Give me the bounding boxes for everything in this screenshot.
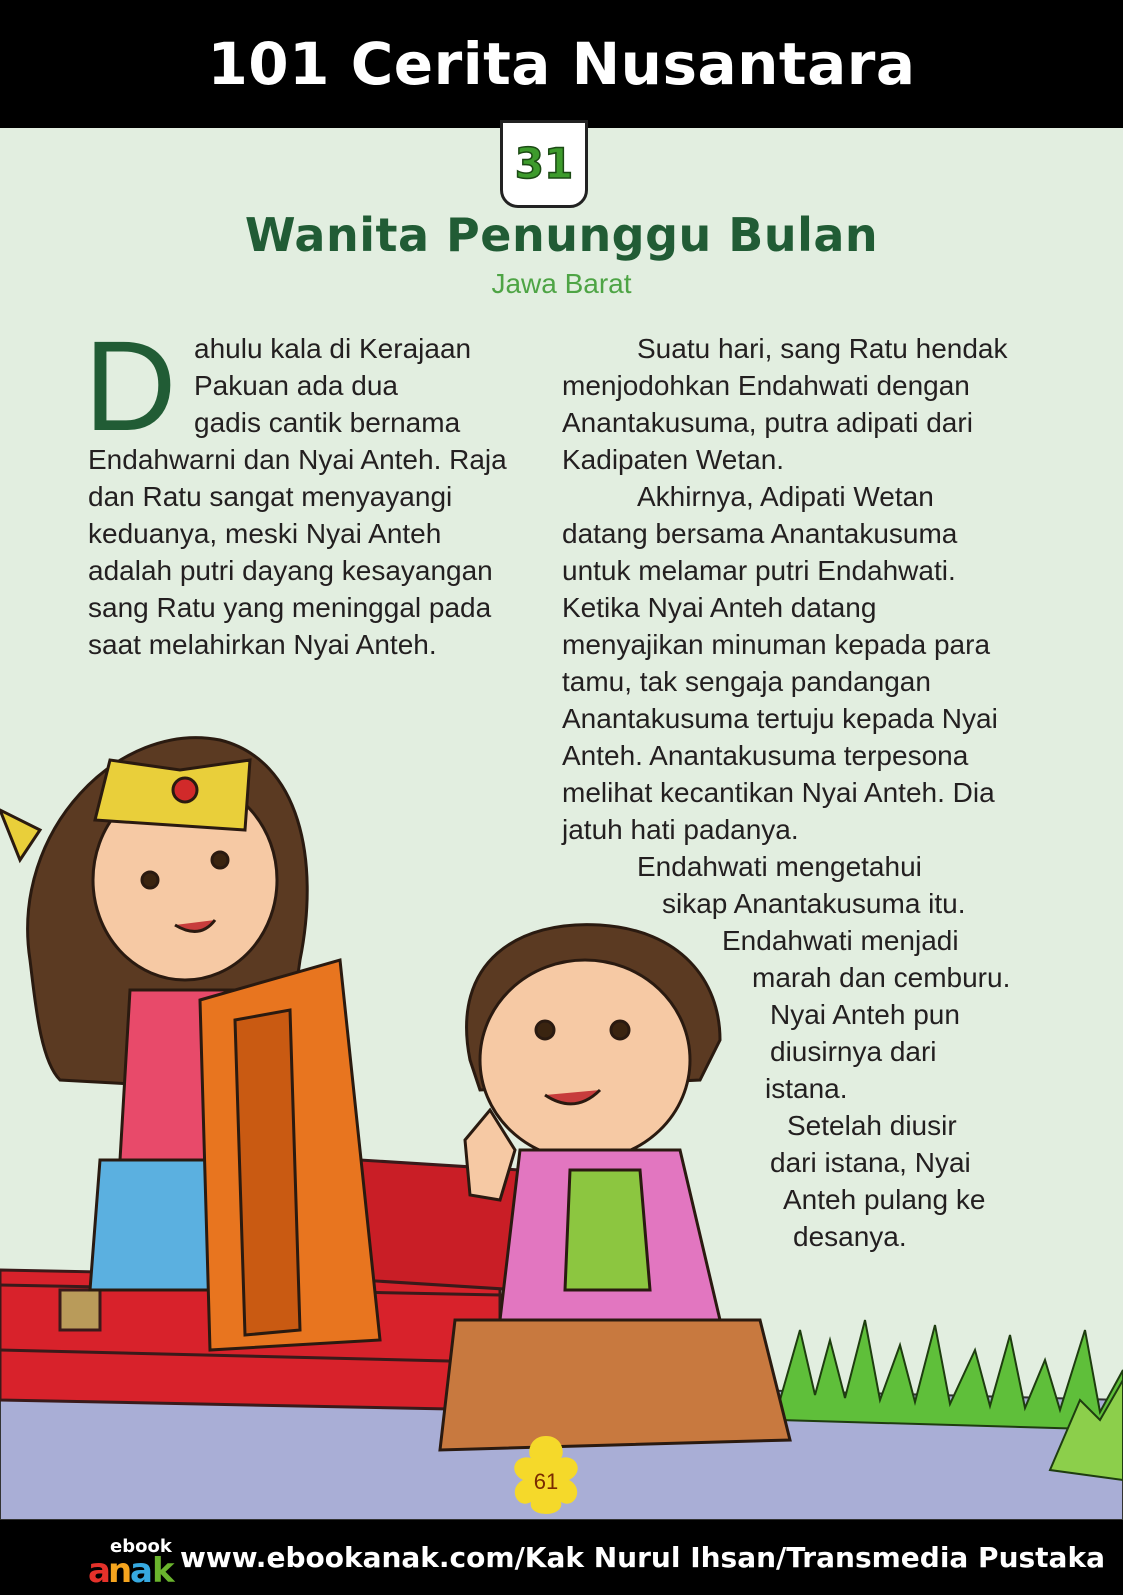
- story-number-badge: 31: [500, 120, 588, 208]
- text-line: dan Ratu sangat menyayangi: [88, 481, 453, 512]
- text-line: Anteh pulang ke: [783, 1184, 986, 1215]
- text-line: desanya.: [793, 1221, 907, 1252]
- text-line: istana.: [765, 1073, 848, 1104]
- ebookanak-logo: [88, 1530, 180, 1586]
- text-line: Endahwarni dan Nyai Anteh. Raja: [88, 444, 507, 475]
- svg-text:a: a: [130, 1551, 153, 1586]
- text-line: dari istana, Nyai: [770, 1147, 971, 1178]
- text-line: menyajikan minuman kepada para: [562, 629, 991, 660]
- text-line: Endahwati menjadi: [722, 925, 959, 956]
- text-line: ahulu kala di Kerajaan: [194, 333, 472, 364]
- princess-figure: [0, 738, 380, 1350]
- text-line: Pakuan ada dua: [194, 370, 398, 401]
- svg-text:k: k: [152, 1551, 175, 1586]
- story-title: Wanita Penunggu Bulan: [244, 208, 879, 262]
- footer-url[interactable]: www.ebookanak.com/Kak Nurul Ihsan/Transmedia Pustaka: [180, 1541, 1105, 1574]
- svg-text:ebook: ebook: [110, 1536, 172, 1557]
- text-line: Kadipaten Wetan.: [562, 444, 785, 475]
- text-line: marah dan cemburu.: [752, 962, 1011, 993]
- page-number: 61: [533, 1469, 559, 1494]
- text-line: Akhirnya, Adipati Wetan: [637, 481, 934, 512]
- text-line: sikap Anantakusuma itu.: [662, 888, 966, 919]
- text-line: adalah putri dayang kesayangan: [88, 555, 493, 586]
- text-line: menjodohkan Endahwati dengan: [562, 370, 970, 401]
- story-region: Jawa Barat: [491, 268, 632, 299]
- text-line: saat melahirkan Nyai Anteh.: [88, 629, 437, 660]
- text-line: keduanya, meski Nyai Anteh: [88, 518, 442, 549]
- text-line: Anantakusuma, putra adipati dari: [562, 407, 973, 438]
- girl-figure: [440, 925, 790, 1450]
- text-line: datang bersama Anantakusuma: [562, 518, 958, 549]
- text-line: Suatu hari, sang Ratu hendak: [637, 333, 1008, 364]
- text-line: sang Ratu yang meninggal pada: [88, 592, 492, 623]
- text-line: melihat kecantikan Nyai Anteh. Dia: [562, 777, 995, 808]
- text-line: Setelah diusir: [787, 1110, 957, 1141]
- text-line: gadis cantik bernama: [194, 407, 461, 438]
- svg-text:a: a: [88, 1551, 111, 1586]
- book-title: 101 Cerita Nusantara: [0, 0, 1123, 128]
- text-line: Nyai Anteh pun: [770, 999, 960, 1030]
- text-line: Anteh. Anantakusuma terpesona: [562, 740, 969, 771]
- svg-text:n: n: [108, 1551, 133, 1586]
- text-line: tamu, tak sengaja pandangan: [562, 666, 931, 697]
- text-line: Endahwati mengetahui: [637, 851, 922, 882]
- footer-bar: [0, 1520, 1123, 1595]
- text-line: Anantakusuma tertuju kepada Nyai: [562, 703, 998, 734]
- drop-cap: D: [84, 315, 177, 458]
- text-line: diusirnya dari: [770, 1036, 937, 1067]
- text-line: Ketika Nyai Anteh datang: [562, 592, 877, 623]
- text-line: jatuh hati padanya.: [562, 814, 799, 845]
- text-line: untuk melamar putri Endahwati.: [562, 555, 956, 586]
